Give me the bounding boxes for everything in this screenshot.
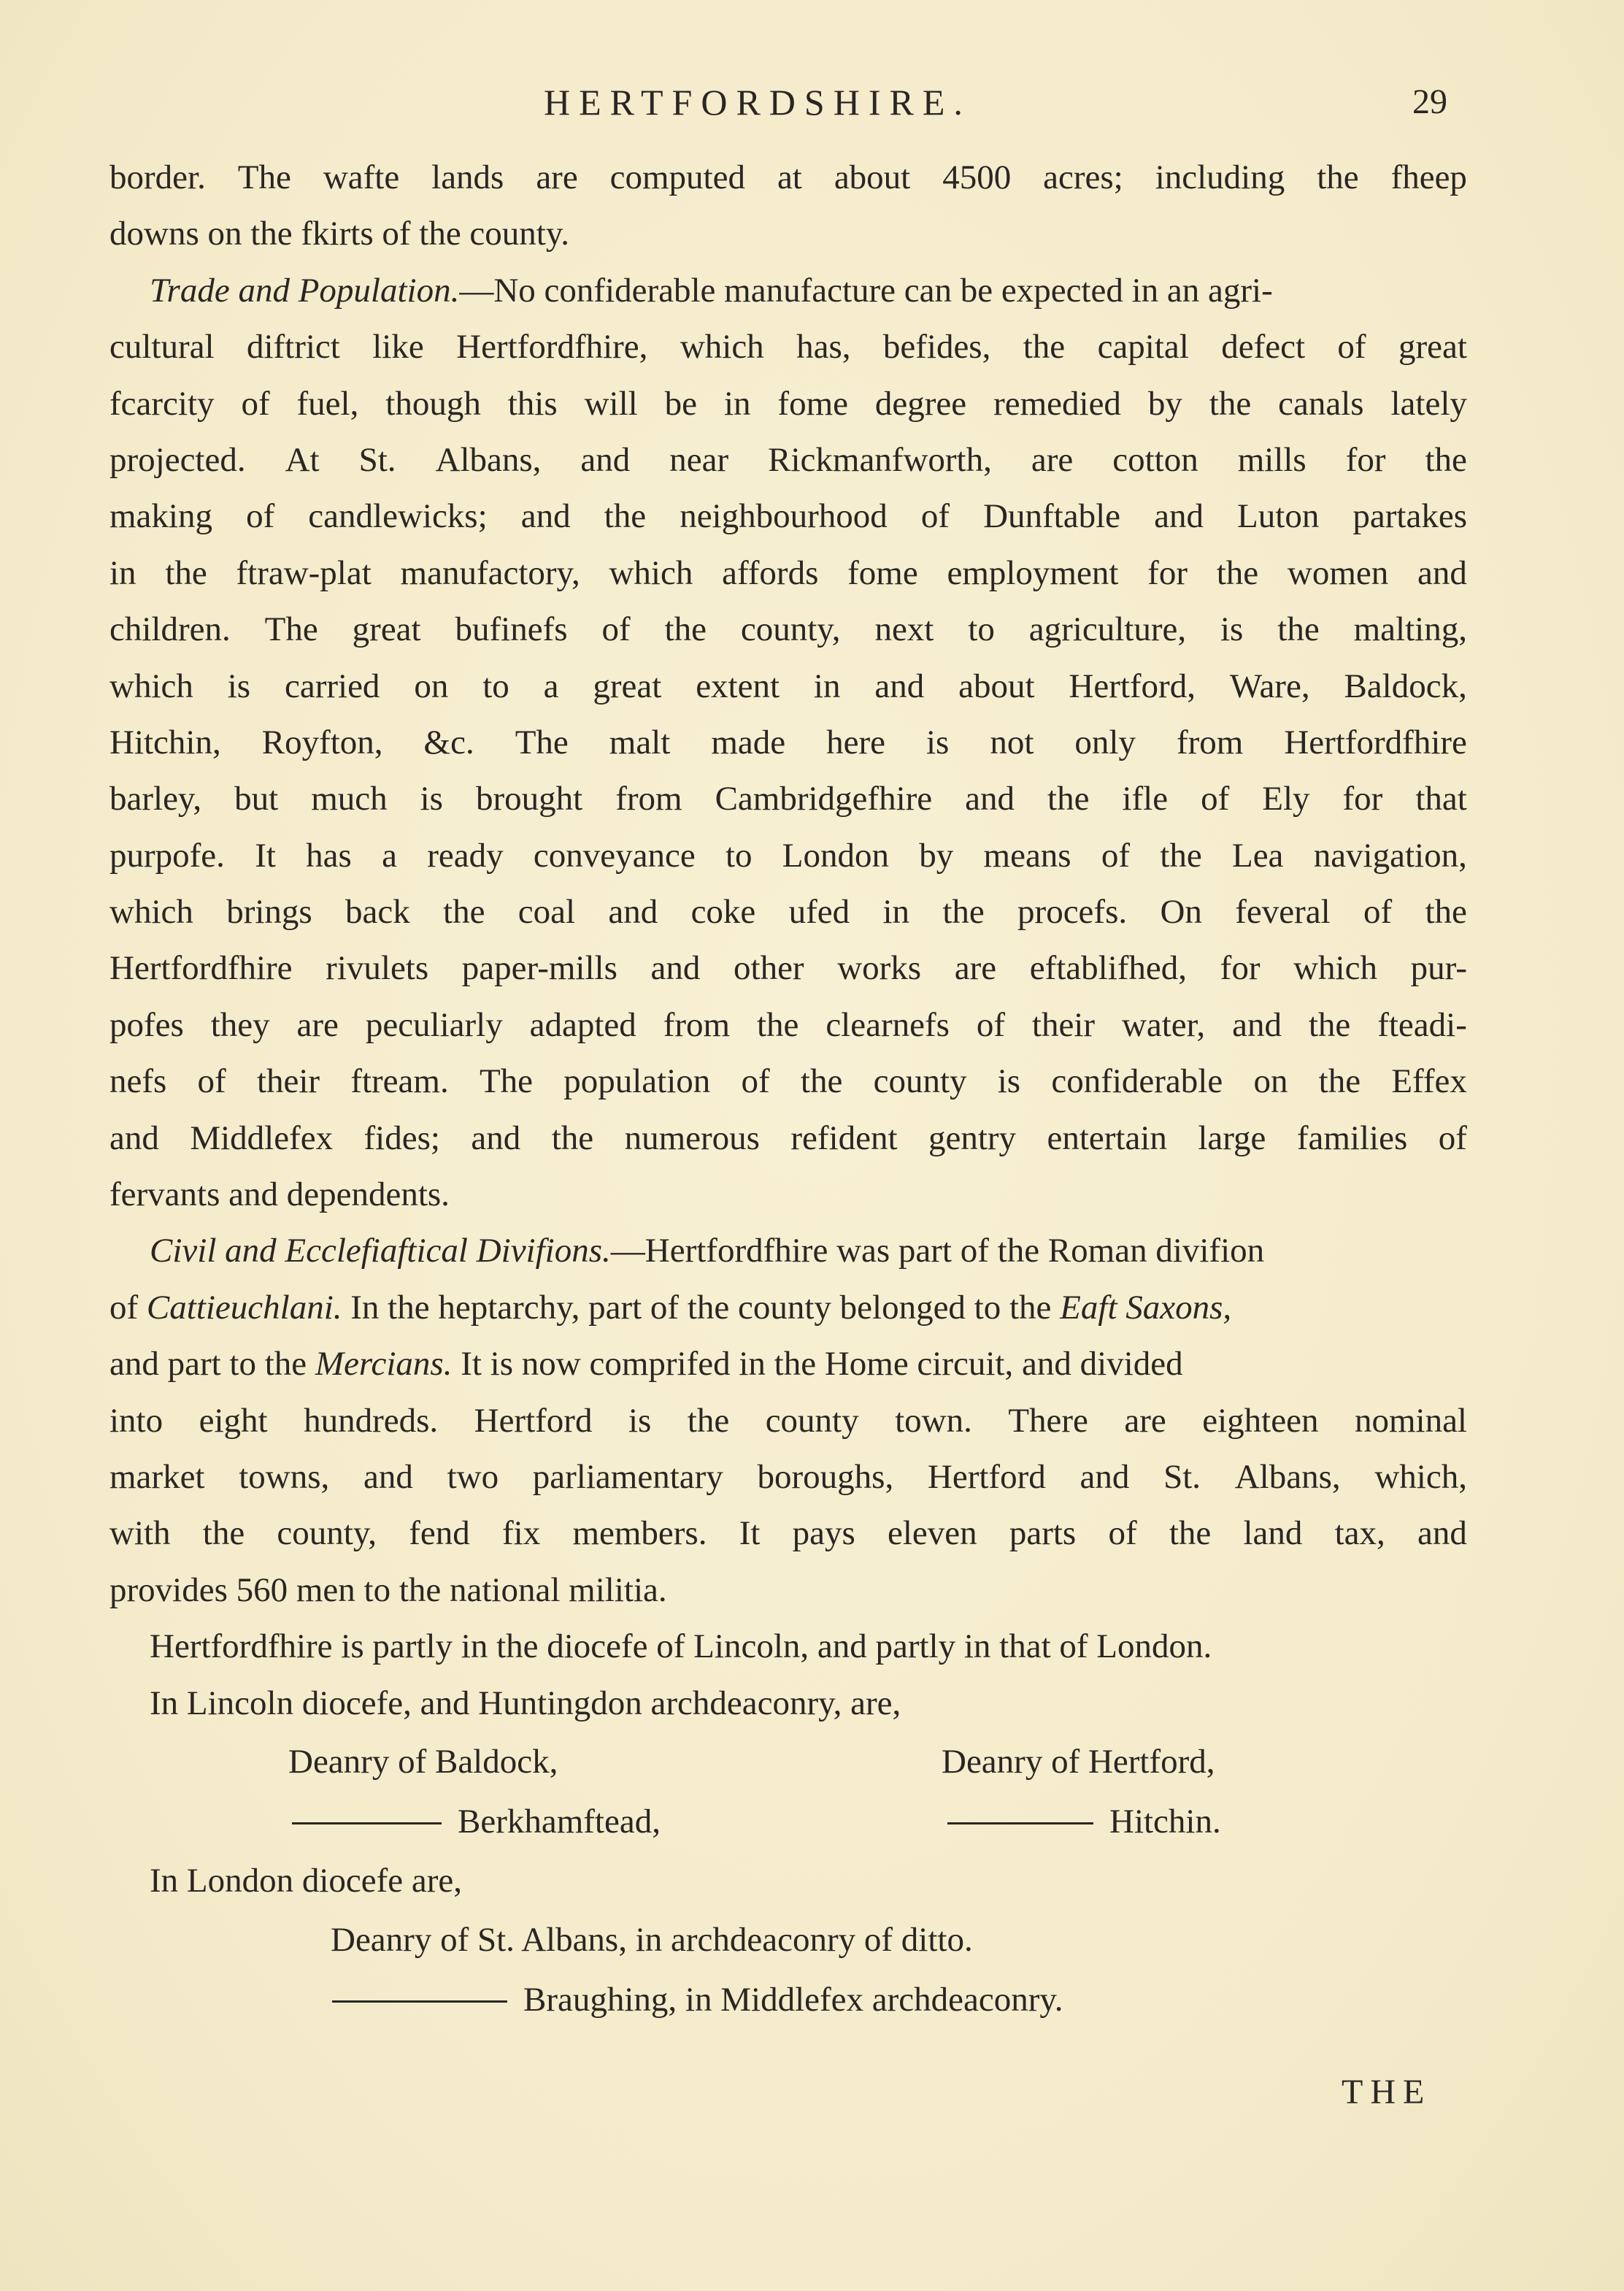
text-line: making of candlewicks; and the neighbourhood of Dunftable and Luton partakes — [109, 497, 1467, 536]
text-line: downs on the fkirts of the county. — [109, 215, 570, 253]
text-line: in the ftraw-plat manufactory, which affords fome employment for the women and — [109, 553, 1467, 592]
text-line: which is carried on to a great extent in and about Hertford, Ware, Baldock, — [109, 667, 1467, 705]
italic-term: Mercians. — [315, 1345, 453, 1384]
deanery-item: Braughing, in Middlefex archdeaconry. — [523, 1980, 1063, 2019]
text-line: Hertfordfhire is partly in the diocefe of Lincoln, and partly in that of London. — [150, 1627, 1212, 1666]
deanery-item: Hitchin. — [1109, 1802, 1221, 1841]
text-line: provides 560 men to the national militia. — [109, 1570, 667, 1609]
ditto-dash — [292, 1822, 442, 1824]
text-line: In London diocefe are, — [150, 1861, 463, 1900]
text-line: purpofe. It has a ready conveyance to London by means of the Lea navigation, — [109, 836, 1467, 875]
page-header — [0, 73, 1624, 131]
deanery-row — [109, 1910, 1467, 1970]
text-segment: of — [109, 1288, 147, 1327]
deanery-row — [109, 1732, 1467, 1792]
text-line: market towns, and two parliamentary boroughs, Hertford and St. Albans, which, — [109, 1457, 1467, 1496]
deanery-item: Deanry of Baldock, — [288, 1742, 558, 1781]
catchword: THE — [1342, 2073, 1432, 2111]
text-segment: —Hertfordfhire was part of the Roman divifion — [610, 1232, 1265, 1270]
text-line: barley, but much is brought from Cambridgefhire and the ifle of Ely for that — [109, 780, 1467, 818]
section-heading-civil: Civil and Ecclefiaftical Divifions. — [150, 1232, 611, 1270]
text-line: into eight hundreds. Hertford is the county town. There are eighteen nominal — [109, 1401, 1467, 1440]
text-segment: and part to the — [109, 1345, 315, 1384]
italic-term: Eaft Saxons, — [1060, 1288, 1232, 1327]
text-segment: In the heptarchy, part of the county belonged to the — [342, 1288, 1061, 1327]
section-heading-trade: Trade and Population. — [150, 271, 460, 310]
text-line: pofes they are peculiarly adapted from the clearnefs of their water, and the fteadi- — [109, 1005, 1467, 1044]
italic-term: Cattieuchlani. — [146, 1288, 342, 1327]
text-line: fervants and dependents. — [109, 1175, 450, 1214]
text-line: cultural diftrict like Hertfordfhire, which has, befides, the capital defect of great — [109, 328, 1467, 367]
text-line: Hitchin, Royfton, &c. The malt made here is not only from Hertfordfhire — [109, 723, 1467, 761]
body-text — [109, 150, 1467, 2030]
text-line: Hertfordfhire rivulets paper-mills and other works are eftablifhed, for which pur- — [109, 949, 1467, 988]
text-segment: It is now comprifed in the Home circuit, and divided — [452, 1345, 1183, 1384]
deanery-row — [109, 1792, 1467, 1851]
text-line: which brings back the coal and coke ufed in the procefs. On feveral of the — [109, 893, 1467, 932]
text-line: fcarcity of fuel, though this will be in fome degree remedied by the canals lately — [109, 384, 1467, 423]
text-line: with the county, fend fix members. It pays eleven parts of the land tax, and — [109, 1514, 1467, 1553]
text-line — [109, 1336, 1467, 1392]
text-line: In Lincoln diocefe, and Huntingdon archdeaconry, are, — [150, 1684, 901, 1722]
text-line: and Middlefex fides; and the numerous refident gentry entertain large families of — [109, 1118, 1467, 1157]
text-line: children. The great bufinefs of the county, next to agriculture, is the malting, — [109, 610, 1467, 649]
text-line — [109, 1223, 1467, 1279]
text-segment: —No confiderable manufacture can be expected in an agri- — [459, 271, 1273, 310]
ditto-dash — [947, 1822, 1093, 1824]
ditto-dash — [332, 2000, 507, 2003]
deanery-item: Deanry of Hertford, — [942, 1742, 1215, 1781]
running-head: HERTFORDSHIRE. — [544, 82, 971, 123]
text-line: nefs of their ftream. The population of the county is confiderable on the Effex — [109, 1062, 1467, 1101]
text-line: border. The wafte lands are computed at about 4500 acres; including the fheep — [109, 158, 1467, 196]
page-number: 29 — [1412, 82, 1447, 121]
deanery-item: Berkhamftead, — [458, 1802, 661, 1841]
text-line: projected. At St. Albans, and near Rickmanfworth, are cotton mills for the — [109, 440, 1467, 479]
deanery-row — [109, 1970, 1467, 2030]
deanery-item: Deanry of St. Albans, in archdeaconry of ditto. — [331, 1920, 973, 1959]
text-line — [109, 263, 1467, 319]
text-line — [109, 1280, 1467, 1336]
